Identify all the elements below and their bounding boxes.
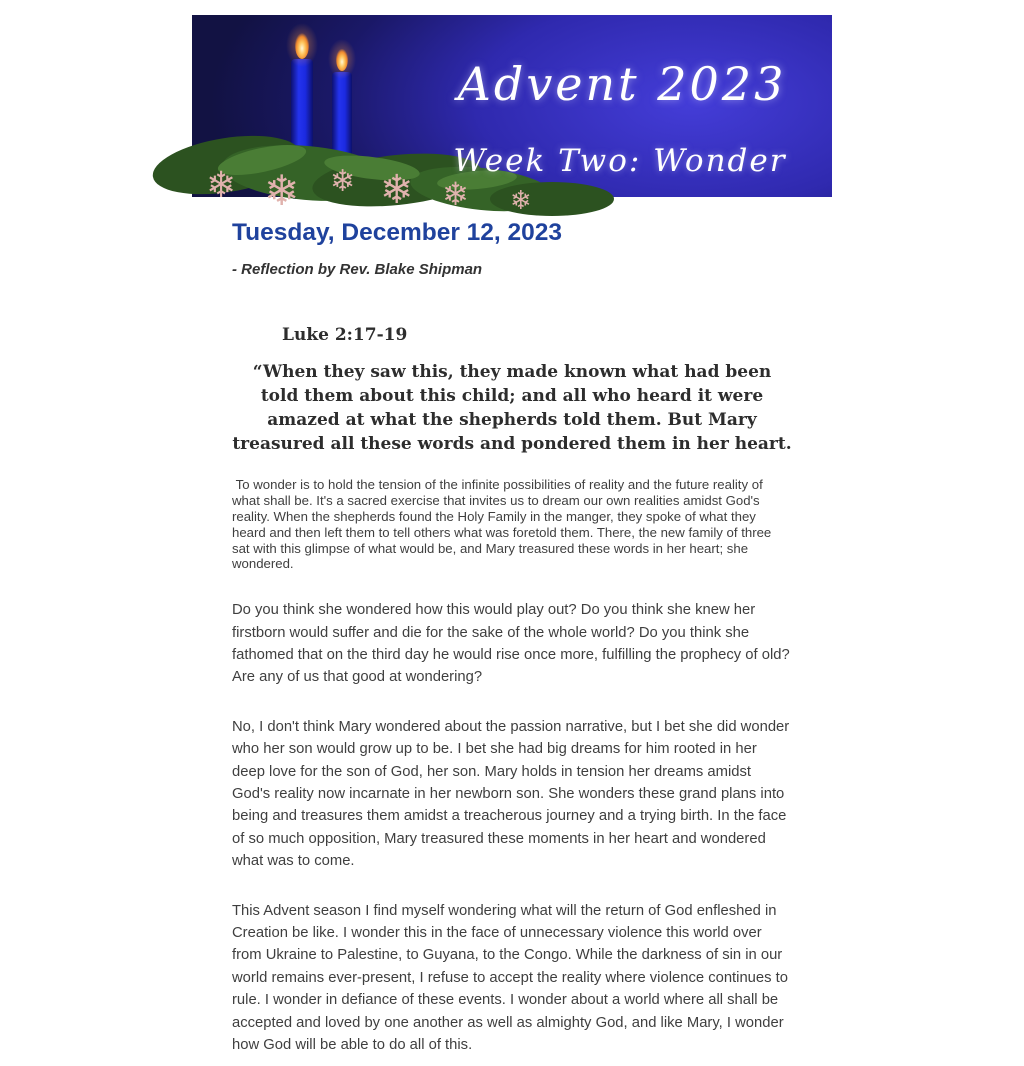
article-body bbox=[192, 218, 832, 1056]
banner-title: Advent 2023 bbox=[457, 57, 787, 111]
email-newsletter bbox=[192, 15, 832, 1056]
scripture-quote: “When they saw this, they made known what had been told them about this child; and all who heard it were amazed at what the shepherds told them. But Mary treasured all these words and pondered them in her heart. bbox=[232, 362, 792, 455]
page bbox=[0, 15, 1024, 1056]
svg-text:❄: ❄ bbox=[510, 186, 532, 216]
reflection-paragraph: Do you think she wondered how this would play out? Do you think she knew her firstborn would suffer and die for the sake of the whole world? Do you think she fathomed that on the third day he would rise once more, fulfilling the prophecy of old? Are any of us that good at wondering? bbox=[232, 602, 790, 686]
svg-text:❄: ❄ bbox=[380, 167, 414, 213]
reflection-paragraph: To wonder is to hold the tension of the infinite possibilities of reality and the future reality of what shall be. It's a sacred exercise that invites us to dream our own realities amidst God's reality. When the shepherds found the Holy Family in the manger, they spoke of what they heard and then left them to tell others what was foretold them. There, the new family of three sat with this glimpse of what would be, and Mary treasured these words in her heart; she wondered. bbox=[232, 477, 775, 572]
reflection-paragraph: This Advent season I find myself wondering what will the return of God enfleshed in Creation be like. I wonder this in the face of unnecessary violence this world over from Ukraine to Palestine, to Guyana, to the Congo. While the darkness of sin in our world remains ever-present, I refuse to accept the reality where violence continues to rule. I wonder in defiance of these events. I wonder about a world where all shall be accepted and loved by one another as well as almighty God, and like Mary, I wonder how God will be able to do all of this. bbox=[232, 902, 788, 1054]
banner-image bbox=[192, 15, 832, 216]
page-title: Tuesday, December 12, 2023 bbox=[232, 219, 563, 246]
banner-subtitle: Week Two: Wonder bbox=[453, 143, 787, 179]
scripture-reference: Luke 2:17-19 bbox=[282, 325, 408, 346]
byline: - Reflection by Rev. Blake Shipman bbox=[232, 261, 483, 279]
svg-text:❄: ❄ bbox=[264, 166, 300, 215]
reflection-paragraph: No, I don't think Mary wondered about the passion narrative, but I bet she did wonder who her son would grow up to be. I bet she had big dreams for him rooted in her deep love for the son of God, her son. Mary holds in tension her dreams amidst God's reality now incarnate in her newborn son. She wonders these grand plans into being and treasures them amidst a treacherous journey and a trying birth. In the face of so much opposition, Mary treasured these moments in her heart and wondered what was to come. bbox=[232, 718, 790, 870]
svg-text:❄: ❄ bbox=[442, 175, 469, 213]
svg-text:❄: ❄ bbox=[206, 165, 237, 206]
svg-text:❄: ❄ bbox=[330, 164, 356, 199]
